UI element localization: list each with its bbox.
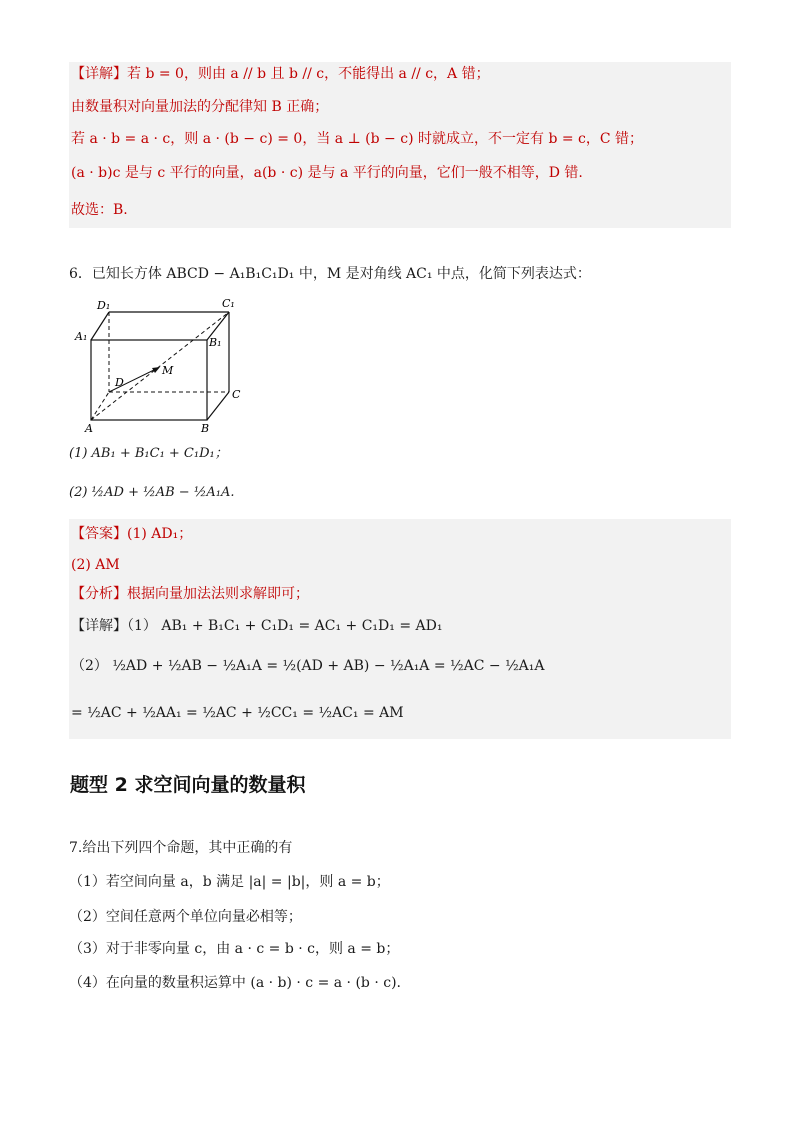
cuboid-figure [72,294,247,438]
label-d: D [115,376,124,389]
solution-5-line-3: 若 a · b = a · c，则 a · (b − c) = 0，当 a ⊥ (b − c) 时就成立，不一定有 b = c，C 错； [71,131,644,147]
solution-5-line-5: 故选：B. [71,202,128,218]
problem-6-part-1: (1) AB₁ + B₁C₁ + C₁D₁； [69,446,228,461]
label-a1: A₁ [75,330,88,343]
label-b: B [201,422,210,434]
problem-6-stem: 6．已知长方体 ABCD − A₁B₁C₁D₁ 中，M 是对角线 AC₁ 中点，化简下列表达式： [69,266,591,282]
detail-6-line-3: = ½AC + ½AA₁ = ½AC + ½CC₁ = ½AC₁ = AM [71,705,404,721]
problem-7-item-4: （4）在向量的数量积运算中 (a · b) · c = a · (b · c). [69,975,401,991]
label-d1: D₁ [97,299,111,312]
label-b1: B₁ [209,336,222,349]
problem-7-stem: 7.给出下列四个命题，其中正确的有 [69,840,293,856]
solution-5-line-4: (a · b)c 是与 c 平行的向量，a(b · c) 是与 a 平行的向量，它们一般不相等，D 错. [71,165,583,181]
label-c1: C₁ [222,297,235,310]
problem-7-item-3: （3）对于非零向量 c，由 a · c = b · c，则 a = b； [69,941,400,957]
answer-6-part-1: 【答案】(1) AD₁； [71,526,193,542]
diagonal-ac1 [91,312,229,420]
problem-7-item-2: （2）空间任意两个单位向量必相等； [69,909,302,925]
front-face [91,340,207,420]
detail-6-line-2: （2） ½AD + ½AB − ½A₁A = ½(AD + AB) − ½A₁A = ½AC − ½A₁A [71,658,545,674]
answer-6-part-2: (2) AM [71,557,120,573]
solution-5-line-1: 【详解】若 b = 0，则由 a // b 且 b // c，不能得出 a // c，A 错； [71,66,490,82]
label-a: A [85,422,93,434]
label-m: M [162,364,174,377]
detail-6-line-1: 【详解】（1） AB₁ + B₁C₁ + C₁D₁ = AC₁ + C₁D₁ = AD₁ [71,618,443,634]
problem-7-item-1: （1）若空间向量 a，b 满足 |a| = |b|，则 a = b； [69,874,390,890]
problem-6-part-2: (2) ½AD + ½AB − ½A₁A. [69,485,235,500]
label-c: C [232,388,241,401]
analysis-6: 【分析】根据向量加法法则求解即可； [71,586,309,602]
section-heading: 题型 2 求空间向量的数量积 [70,774,306,796]
solution-5-line-2: 由数量积对向量加法的分配律知 B 正确； [71,99,329,115]
cuboid-diagram [72,294,247,434]
